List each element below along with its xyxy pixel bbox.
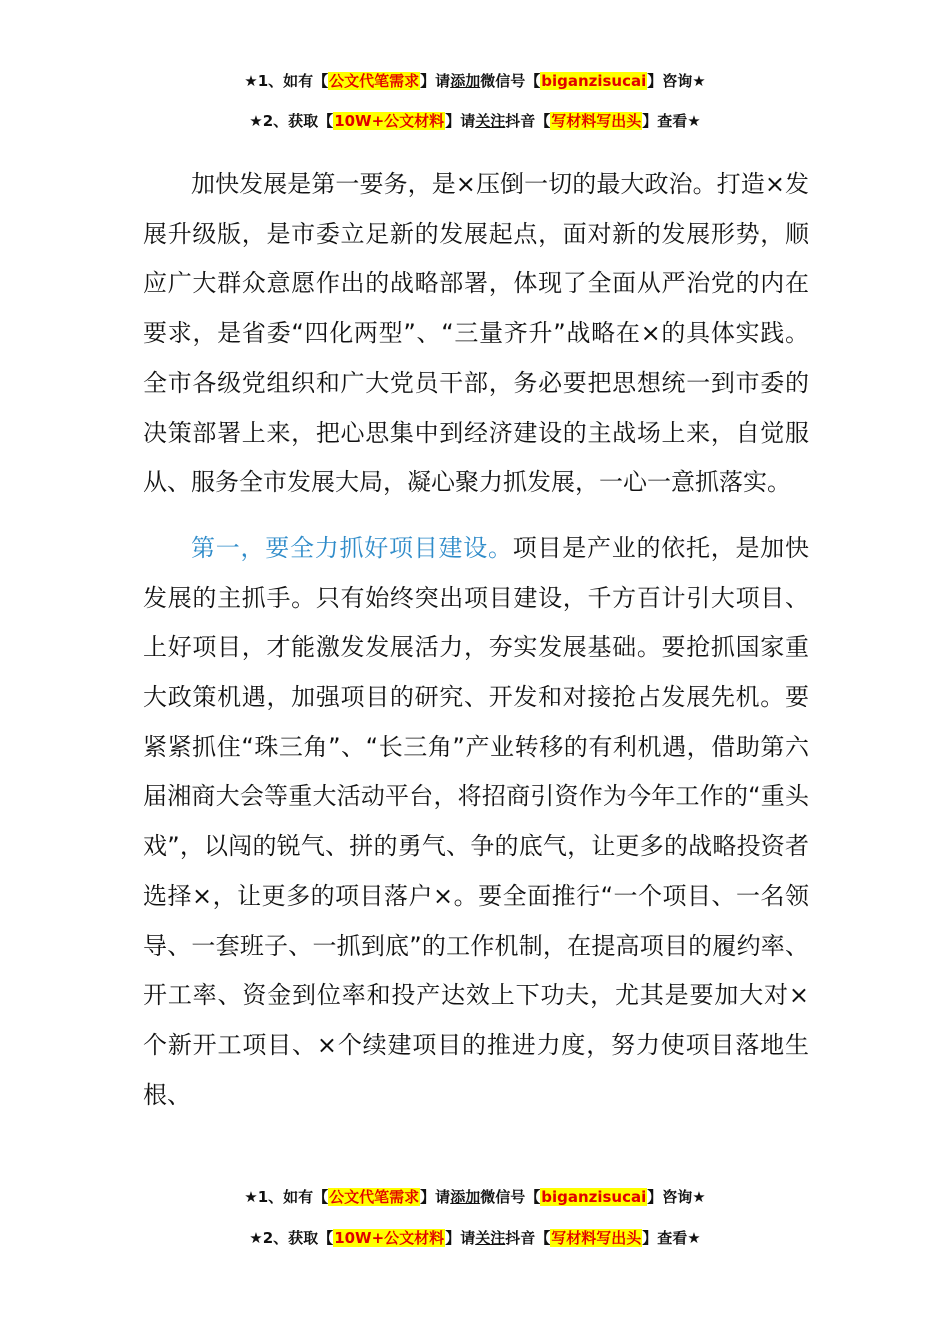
top-banner-line-2 (0, 110, 950, 132)
banner-prefix: ★1、如有【 (244, 1188, 329, 1206)
banner-highlight-service: 公文代笔需求 (329, 1188, 420, 1206)
document-body (143, 160, 809, 1120)
banner-underlined-action: 添加 (450, 1188, 481, 1206)
banner-underlined-action: 添加 (450, 72, 481, 90)
section-heading-lead: 第一，要全力抓好项目建设。 (191, 533, 513, 562)
banner-suffix: 】咨询★ (647, 1188, 706, 1206)
banner-highlight-wechat-id: biganzisucai (541, 72, 647, 90)
banner-suffix: 】咨询★ (647, 72, 706, 90)
banner-text: 微信号【 (480, 72, 541, 90)
banner-highlight-service: 公文代笔需求 (329, 72, 420, 90)
bottom-banner-line-2 (0, 1227, 950, 1249)
banner-prefix: ★2、获取【 (249, 1229, 334, 1247)
banner-suffix: 】查看★ (642, 1229, 701, 1247)
banner-suffix: 】查看★ (642, 112, 701, 130)
banner-highlight-douyin-account: 写材料写出头 (551, 112, 642, 130)
paragraph-2-text: 项目是产业的依托，是加快发展的主抓手。只有始终突出项目建设，千方百计引大项目、上好项目，才能激发发展活力，夯实发展基础。要抢抓国家重大政策机遇，加强项目的研究、开发和对接抢占发展先机。要紧紧抓住“珠三角”、“长三角”产业转移的有利机遇，借助第六届湘商大会等重大活动平台，将招商引资作为今年工作的“重头戏”，以闯的锐气、拼的勇气、争的底气，让更多的战略投资者选择×，让更多的项目落户×。要全面推行“一个项目、一名领导、一套班子、一抓到底”的工作机制，在提高项目的履约率、开工率、资金到位率和投产达效上下功夫，尤其是要加大对×个新开工项目、×个续建项目的推进力度，努力使项目落地生根、 (143, 533, 809, 1109)
banner-text: 微信号【 (480, 1188, 541, 1206)
bottom-banner-line-1 (0, 1186, 950, 1208)
body-paragraph-1: 加快发展是第一要务，是×压倒一切的最大政治。打造×发展升级版，是市委立足新的发展起点，面对新的发展形势，顺应广大群众意愿作出的战略部署，体现了全面从严治党的内在要求，是省委“四化两型”、“三量齐升”战略在×的具体实践。全市各级党组织和广大党员干部，务必要把思想统一到市委的决策部署上来，把心思集中到经济建设的主战场上来，自觉服从、服务全市发展大局，凝心聚力抓发展，一心一意抓落实。 (143, 170, 809, 497)
banner-text: 】请 (420, 1188, 451, 1206)
banner-highlight-materials: 10W+公文材料 (334, 112, 445, 130)
body-paragraph-2 (143, 524, 809, 1120)
banner-text: 抖音【 (505, 112, 551, 130)
banner-prefix: ★2、获取【 (249, 112, 334, 130)
banner-text: 】请 (445, 112, 476, 130)
banner-underlined-action: 关注 (475, 112, 506, 130)
banner-text: 抖音【 (505, 1229, 551, 1247)
banner-highlight-douyin-account: 写材料写出头 (551, 1229, 642, 1247)
banner-underlined-action: 关注 (475, 1229, 506, 1247)
banner-highlight-wechat-id: biganzisucai (541, 1188, 647, 1206)
banner-highlight-materials: 10W+公文材料 (334, 1229, 445, 1247)
banner-text: 】请 (445, 1229, 476, 1247)
banner-prefix: ★1、如有【 (244, 72, 329, 90)
banner-text: 】请 (420, 72, 451, 90)
top-banner-line-1 (0, 70, 950, 92)
